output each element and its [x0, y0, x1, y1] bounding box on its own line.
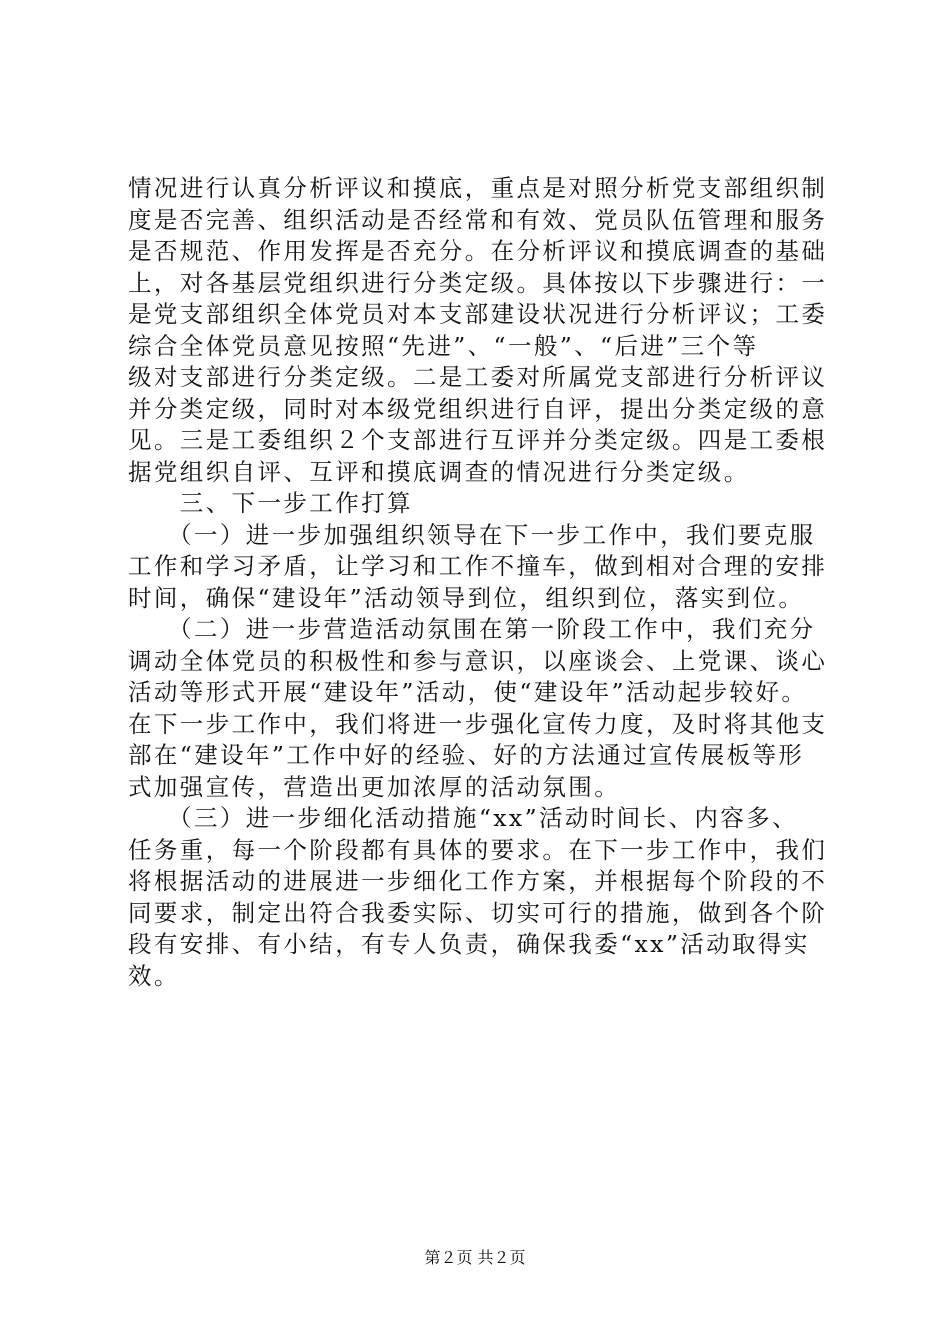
text-line: 同要求，制定出符合我委实际、切实可行的措施，做到各个阶: [128, 898, 828, 927]
text-line: 是党支部组织全体党员对本支部建设状况进行分析评议；工委: [128, 300, 828, 328]
text-line: 活动等形式开展“建设年”活动，使“建设年”活动起步较好。: [128, 678, 808, 706]
text-line: 调动全体党员的积极性和参与意识，以座谈会、上党课、谈心: [128, 646, 828, 675]
text-line: （一）进一步加强组织领导在下一步工作中，我们要克服: [128, 520, 816, 549]
text-line: 部在“建设年”工作中好的经验、好的方法通过宣传展板等形: [128, 741, 805, 769]
text-line: 在下一步工作中，我们将进一步强化宣传力度，及时将其他支: [128, 709, 828, 738]
text-line: 段有安排、有小结，有专人负责，确保我委“xx”活动取得实: [128, 930, 810, 958]
text-line: 见。三是工委组织２个支部进行互评并分类定级。四是工委根: [128, 426, 828, 454]
text-line: 度是否完善、组织活动是否经常和有效、党员队伍管理和服务: [128, 205, 828, 234]
text-line: 工作和学习矛盾，让学习和工作不撞车，做到相对合理的安排: [128, 552, 828, 580]
text-line: （三）进一步细化活动措施“xx”活动时间长、内容多、: [128, 804, 798, 832]
text-line: 效。: [128, 961, 180, 990]
section-heading: 三、下一步工作打算: [128, 489, 413, 517]
text-line: 式加强宣传，营造出更加浓厚的活动氛围。: [128, 772, 621, 801]
text-line: 时间，确保“建设年”活动领导到位，组织到位，落实到位。: [128, 583, 805, 612]
text-line: 综合全体党员意见按照“先进”、“一般”、“后进”三个等: [128, 331, 759, 360]
page-footer: [0, 1245, 950, 1268]
text-line: （二）进一步营造活动氛围在第一阶段工作中，我们充分: [128, 615, 816, 643]
text-line: 据党组织自评、互评和摸底调查的情况进行分类定级。: [128, 457, 750, 486]
text-line: 级对支部进行分类定级。二是工委对所属党支部进行分析评议: [128, 363, 828, 391]
document-body: [128, 173, 828, 992]
page-number: 第２页 共２页: [424, 1248, 526, 1267]
text-line: 任务重，每一个阶段都有具体的要求。在下一步工作中，我们: [128, 835, 828, 864]
text-line: 将根据活动的进展进一步细化工作方案，并根据每个阶段的不: [128, 867, 828, 895]
text-line: 是否规范、作用发挥是否充分。在分析评议和摸底调查的基础: [128, 237, 828, 265]
text-line: 上，对各基层党组织进行分类定级。具体按以下步骤进行：一: [128, 268, 828, 297]
text-line: 并分类定级，同时对本级党组织进行自评，提出分类定级的意: [128, 394, 828, 423]
text-line: 情况进行认真分析评议和摸底，重点是对照分析党支部组织制: [128, 174, 828, 202]
